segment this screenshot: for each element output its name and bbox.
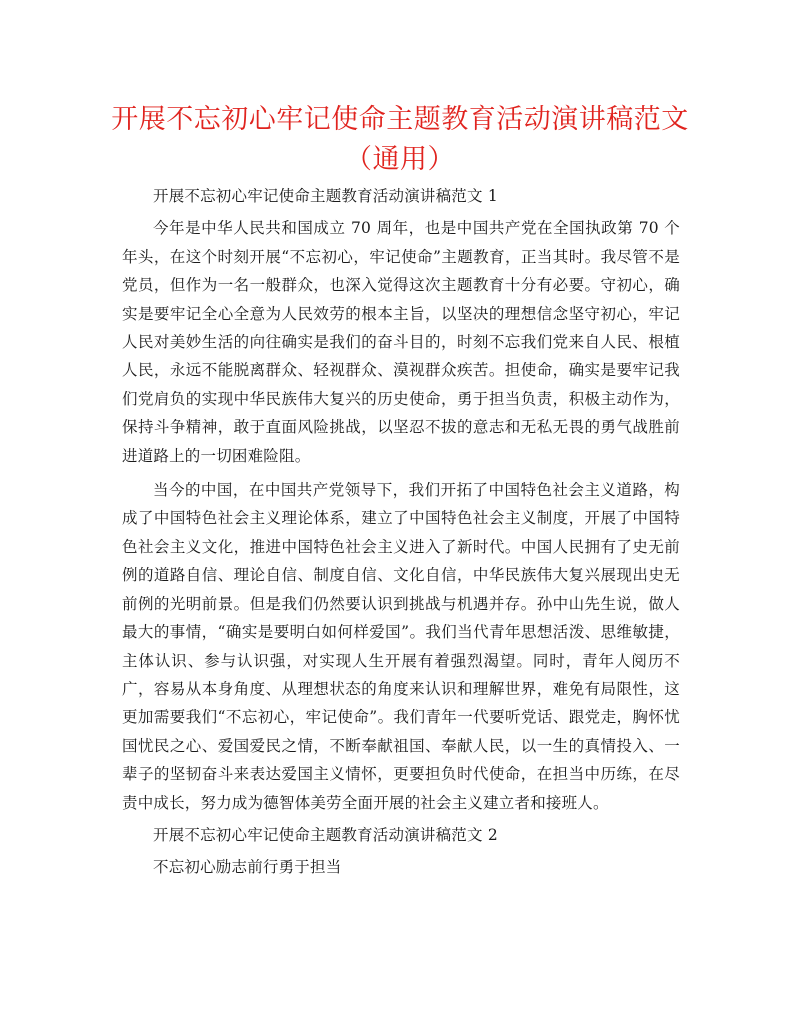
- title-line-1: 开展不忘初心牢记使命主题教育活动演讲稿范文: [111, 104, 689, 135]
- section-heading-2: 开展不忘初心牢记使命主题教育活动演讲稿范文 2: [153, 825, 498, 844]
- document-title: [110, 100, 690, 180]
- body-paragraph-1: 今年是中华人民共和国成立 70 周年，也是中国共产党在全国执政第 70 个年头，在这个时刻开展“不忘初心，牢记使命”主题教育，正当其时。我尽管不是党员，但作为一名一般群众，也深入觉得这次主题教育十分有必要。守初心，确实是要牢记全心全意为人民效劳的根本主旨，以坚决的理想信念坚守初心，牢记人民对美妙生活的向往确实是我们的奋斗目的，时刻不忘我们党来自人民、根植人民，永远不能脱离群众、轻视群众、漠视群众疾苦。担使命，确实是要牢记我们党肩负的实现中华民族伟大复兴的历史使命，勇于担当负责，积极主动作为，保持斗争精神，敢于直面风险挑战，以坚忍不拔的意志和无私无畏的勇气战胜前进道路上的一切困难险阻。: [122, 219, 680, 465]
- section-heading-1: 开展不忘初心牢记使命主题教育活动演讲稿范文 1: [153, 187, 498, 205]
- body-paragraph-2: 当今的中国，在中国共产党领导下，我们开拓了中国特色社会主义道路，构成了中国特色社会主义理论体系，建立了中国特色社会主义制度，开展了中国特色社会主义文化，推进中国特色社会主义进入了新时代。中国人民拥有了史无前例的道路自信、理论自信、制度自信、文化自信，中华民族伟大复兴展现出史无前例的光明前景。但是我们仍然要认识到挑战与机遇并存。孙中山先生说，做人最大的事情，“确实是要明白如何样爱国”。我们当代青年思想活泼、思维敏捷，主体认识、参与认识强，对实现人生开展有着强烈渴望。同时，青年人阅历不广，容易从本身角度、从理想状态的角度来认识和理解世界，难免有局限性，这更加需要我们“不忘初心，牢记使命”。我们青年一代要听党话、跟党走，胸怀忧国忧民之心、爱国爱民之情，不断奉献祖国、奉献人民，以一生的真情投入、一辈子的坚韧奋斗来表达爱国主义情怀，更要担负时代使命，在担当中历练，在尽责中成长，努力成为德智体美劳全面开展的社会主义建立者和接班人。: [122, 481, 680, 812]
- title-line-2: （通用）: [345, 144, 455, 175]
- document-body: [122, 182, 680, 882]
- body-paragraph-3: 不忘初心励志前行勇于担当: [153, 858, 342, 877]
